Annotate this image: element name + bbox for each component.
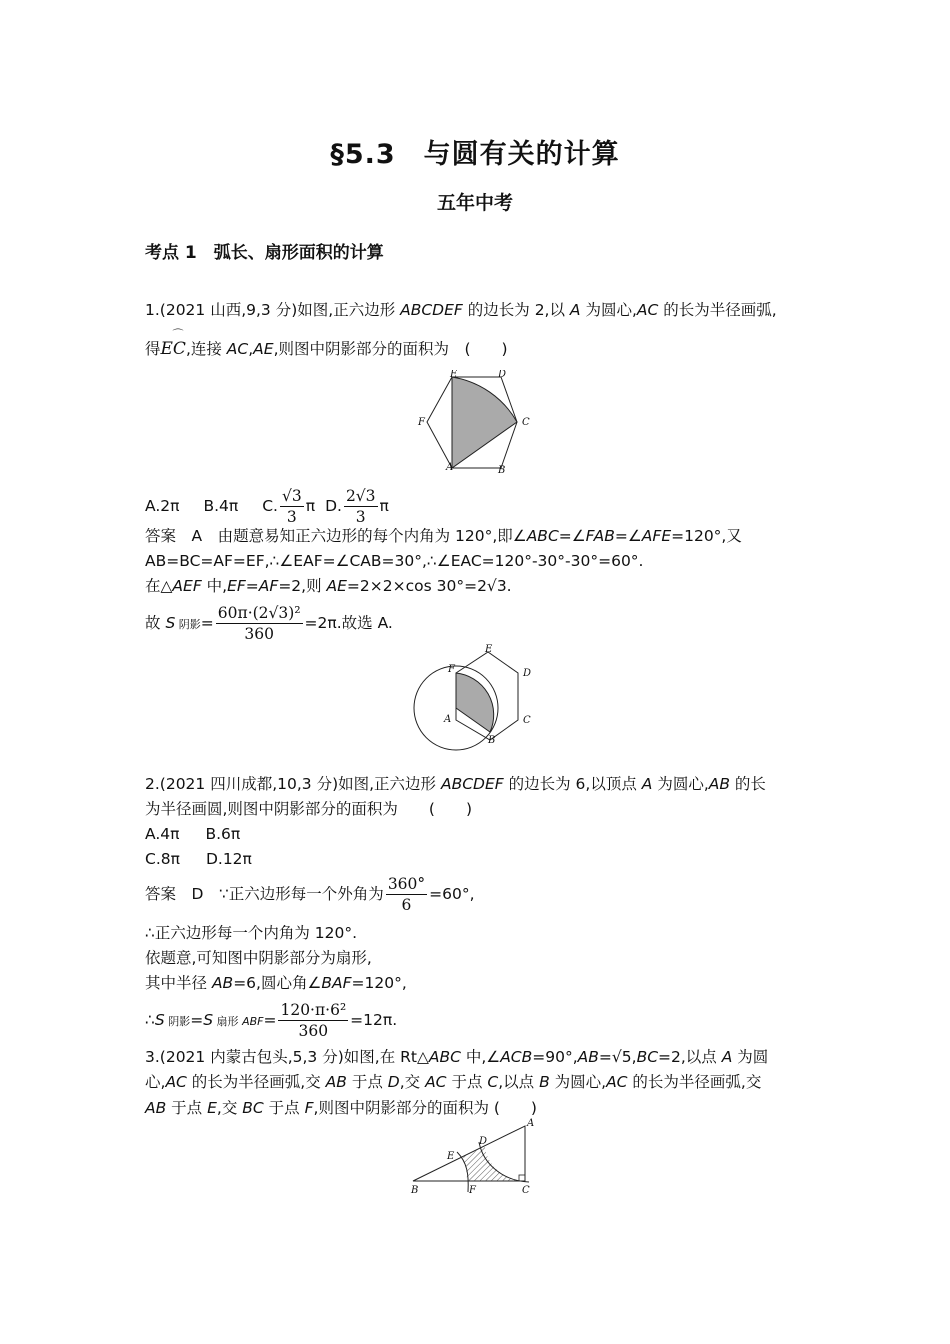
q3-stem-line2: 心,AC 的长为半径画弧,交 AB 于点 D,交 AC 于点 C,以点 B 为圆心,AC 的长为半径画弧,交 <box>145 1073 762 1091</box>
q1-answer-line4: 故 S 阴影= $\frac{\text{60π·(2√3)²}}{360}$ =2π.故选 A. <box>145 604 393 643</box>
label-E: E <box>447 1151 455 1162</box>
section-heading: 考点 1 弧长、扇形面积的计算 <box>145 243 384 263</box>
q2-stem-line2: 为半径画圆,则图中阴影部分的面积为 ( ) <box>145 800 473 818</box>
label-B: B <box>411 1185 419 1196</box>
q2-stem-line1: 2.(2021 四川成都,10,3 分)如图,正六边形 ABCDEF 的边长为 6,以顶点 A 为圆心,AB 的长 <box>145 775 766 793</box>
page-subtitle: 五年中考 <box>436 192 513 214</box>
q1-stem-line2: 得 ⌒ EC,连接 AC,AE,则图中阴影部分的面积为 ( ) <box>145 328 508 359</box>
q2-answer-line5: ∴S 阴影=S 扇形 ABF= $\frac{\text{120·π·6²}}{360}$ =12π. <box>145 1001 398 1040</box>
q1-answer-line3: 在△AEF 中,EF=AF=2,则 AE=2×2×cos 30°=2√3. <box>145 577 512 595</box>
arc-notation: ⌒ EC <box>160 328 186 359</box>
label-C: C <box>522 417 530 428</box>
label-B: B <box>498 465 506 475</box>
label-D: D <box>479 1136 488 1147</box>
q1-hexagon-figure <box>412 370 540 475</box>
option-d: D. $\frac{2√3}{3}$ π <box>325 487 389 526</box>
q1-answer-line2: AB=BC=AF=EF,∴∠EAF=∠CAB=30°,∴∠EAC=120°-30°-30°=60°. <box>145 552 644 570</box>
q3-triangle-figure <box>405 1114 545 1199</box>
q2-answer-line4: 其中半径 AB=6,圆心角∠BAF=120°, <box>145 974 407 992</box>
q1-stem-line1: 1.(2021 山西,9,3 分)如图,正六边形 ABCDEF 的边长为 2,以 A 为圆心,AC 的长为半径画弧, <box>145 301 777 319</box>
q2-options-row1 <box>145 823 240 845</box>
label-F: F <box>469 1185 476 1196</box>
q2-answer-line3: 依题意,可知图中阴影部分为扇形, <box>145 949 372 967</box>
label-A: A <box>446 462 454 473</box>
label-A: A <box>444 714 452 725</box>
label-D: D <box>498 370 507 380</box>
label-E: E <box>485 644 493 655</box>
q2-answer-line2: ∴正六边形每一个内角为 120°. <box>145 924 358 942</box>
label-C: C <box>522 1185 530 1196</box>
shaded-sector <box>452 377 517 468</box>
option-a: A.2π <box>145 497 180 515</box>
page-title: §5.3 与圆有关的计算 <box>330 139 620 170</box>
label-F: F <box>448 664 455 675</box>
q3-stem-line1: 3.(2021 内蒙古包头,5,3 分)如图,在 Rt△ABC 中,∠ACB=90°,AB=√5,BC=2,以点 A 为圆 <box>145 1048 769 1066</box>
option-c: C. $\frac{√3}{3}$ π <box>262 487 316 526</box>
q1-options <box>145 486 389 527</box>
label-E: E <box>450 370 458 380</box>
label-A: A <box>527 1118 535 1129</box>
label-B: B <box>488 735 496 746</box>
q2-options-row2 <box>145 848 252 870</box>
option-d: D.12π <box>205 850 252 868</box>
option-b: B.6π <box>205 825 241 843</box>
label-C: C <box>523 715 531 726</box>
option-a: A.4π <box>145 825 180 843</box>
option-c: C.8π <box>145 850 180 868</box>
label-F: F <box>418 417 425 428</box>
right-angle-mark <box>519 1175 525 1181</box>
option-b: B.4π <box>203 497 239 515</box>
q2-answer-line1: 答案 D ∵正六边形每一个外角为 $\frac{360^\circ}{6}$ =60°, <box>145 875 475 914</box>
q1-answer-line1: 答案 A 由题意易知正六边形的每个内角为 120°,即∠ABC=∠FAB=∠AFE=120°,又 <box>145 527 742 545</box>
label-D: D <box>523 668 532 679</box>
q3-stem-line3: AB 于点 E,交 BC 于点 F,则图中阴影部分的面积为 ( ) <box>145 1099 537 1117</box>
q1-solution-figure <box>410 640 545 755</box>
